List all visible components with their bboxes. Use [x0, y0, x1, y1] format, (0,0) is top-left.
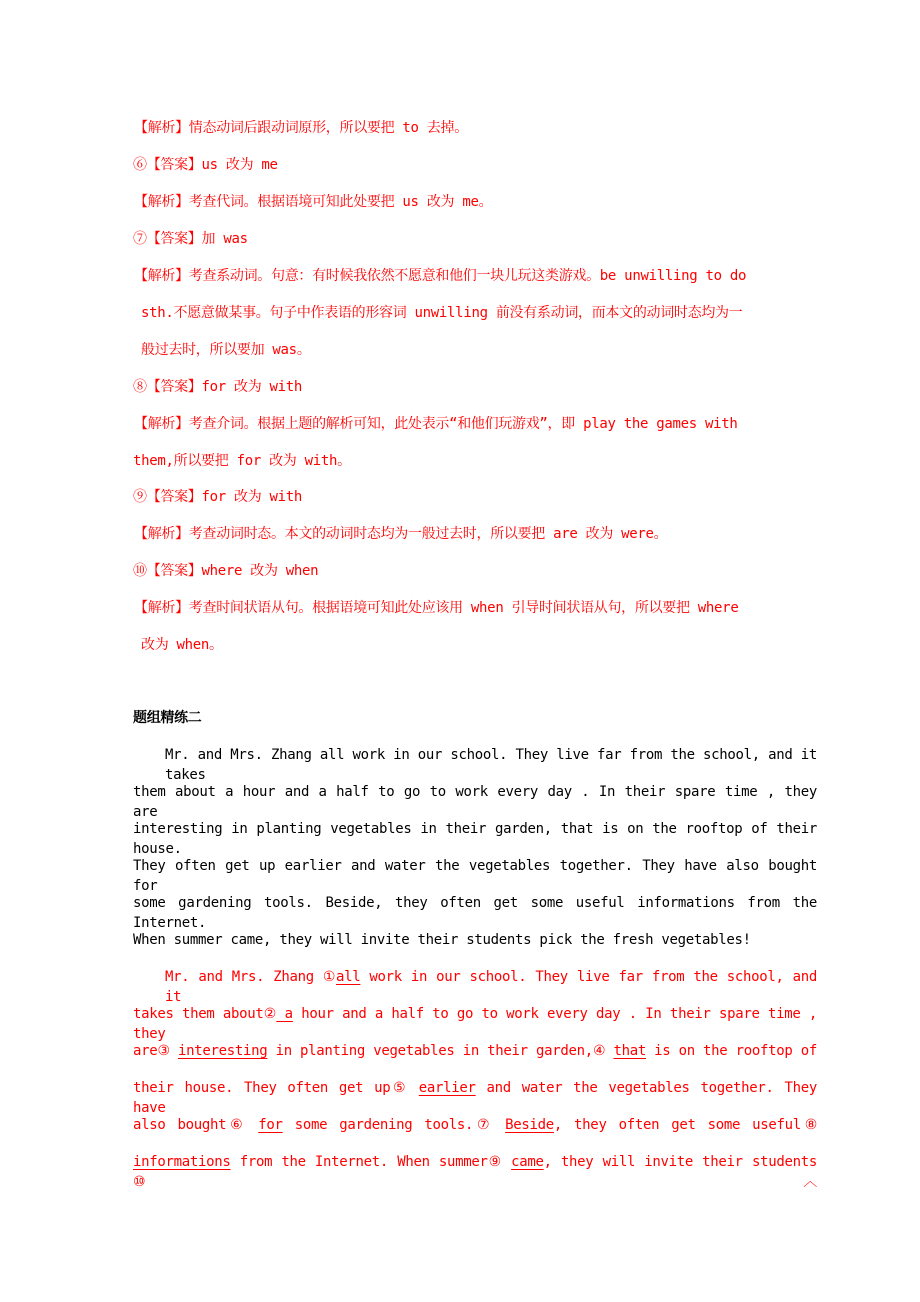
q8-analysis-line1: 【解析】考查介词。根据上题的解析可知，此处表示“和他们玩游戏”，即 play the games with	[134, 416, 738, 432]
marked-text: Mr. and Mrs. Zhang ①	[165, 969, 337, 985]
error-mark-3: interesting	[177, 1043, 268, 1059]
error-mark-4: that	[613, 1043, 646, 1059]
marked-text: some gardening tools.⑦	[282, 1117, 506, 1133]
marked-text: in planting vegetables in their garden,④	[267, 1043, 614, 1059]
q7-analysis-line1: 【解析】考查系动词。句意：有时候我依然不愿意和他们一块儿玩这类游戏。be unwilling to do	[134, 268, 747, 284]
marked-text: takes them about②	[133, 1006, 277, 1022]
marked-line-5	[133, 1115, 817, 1135]
marked-line-2	[133, 1004, 817, 1044]
section-heading: 题组精练二	[133, 710, 202, 726]
marked-text: also bought⑥	[133, 1117, 259, 1133]
passage-line-2: them about a hour and a half to go to work every day . In their spare time , they are	[133, 784, 817, 820]
q7-analysis-line3: 般过去时，所以要加 was。	[141, 342, 311, 358]
q6-analysis: 【解析】考查代词。根据语境可知此处要把 us 改为 me。	[134, 194, 493, 210]
marked-line-3	[133, 1041, 817, 1061]
marked-text: , they often get some useful⑧	[553, 1117, 818, 1133]
marked-text: are③	[133, 1043, 178, 1059]
q7-answer: ⑦【答案】加 was	[133, 231, 248, 247]
error-mark-1: all	[336, 969, 361, 985]
marked-line-6	[133, 1152, 817, 1192]
marked-text: hour and a half to go to work every day . In their spare time , they	[133, 1006, 817, 1042]
passage-line-6: When summer came, they will invite their students pick the fresh vegetables!	[133, 932, 751, 948]
q9-analysis: 【解析】考查动词时态。本文的动词时态均为一般过去时，所以要把 are 改为 were。	[134, 526, 668, 542]
marked-line-1	[165, 967, 817, 1007]
marked-text: their house. They often get up⑤	[133, 1080, 419, 1096]
error-mark-8: informations	[133, 1154, 231, 1170]
error-mark-6: for	[258, 1117, 283, 1133]
q8-answer: ⑧【答案】for 改为 with	[133, 379, 303, 395]
q10-analysis-line2: 改为 when。	[141, 637, 223, 653]
q6-answer: ⑥【答案】us 改为 me	[133, 157, 278, 173]
q7-analysis-line2: sth.不愿意做某事。句子中作表语的形容词 unwilling 前没有系动词，而本文的动词时态均为一	[141, 305, 743, 321]
error-mark-7: Beside	[505, 1117, 554, 1133]
passage-line-5: some gardening tools. Beside, they often get some useful informations from the Internet.	[133, 895, 817, 931]
marked-text: work in our school. They live far from the school, and it	[165, 969, 817, 1005]
marked-text: is on the rooftop of	[645, 1043, 817, 1059]
marked-text: , they will invite their students ⑩︿	[133, 1154, 817, 1190]
error-mark-2: a	[276, 1006, 293, 1022]
q10-analysis-line1: 【解析】考查时间状语从句。根据语境可知此处应该用 when 引导时间状语从句，所以要把 where	[134, 600, 739, 616]
error-mark-9: came	[511, 1154, 544, 1170]
marked-text: from the Internet. When summer⑨	[230, 1154, 512, 1170]
q5-analysis: 【解析】情态动词后跟动词原形，所以要把 to 去掉。	[134, 120, 468, 136]
marked-text: and water the vegetables together. They have	[133, 1080, 817, 1116]
passage-line-3: interesting in planting vegetables in their garden, that is on the rooftop of their house.	[133, 821, 817, 857]
passage-line-1: Mr. and Mrs. Zhang all work in our school. They live far from the school, and it takes	[165, 747, 817, 783]
error-mark-5: earlier	[418, 1080, 476, 1096]
passage-line-4: They often get up earlier and water the vegetables together. They have also bought for	[133, 858, 817, 894]
q10-answer: ⑩【答案】where 改为 when	[133, 563, 319, 579]
q9-answer: ⑨【答案】for 改为 with	[133, 489, 303, 505]
q8-analysis-line2: them,所以要把 for 改为 with。	[133, 453, 351, 469]
marked-line-4	[133, 1078, 817, 1118]
